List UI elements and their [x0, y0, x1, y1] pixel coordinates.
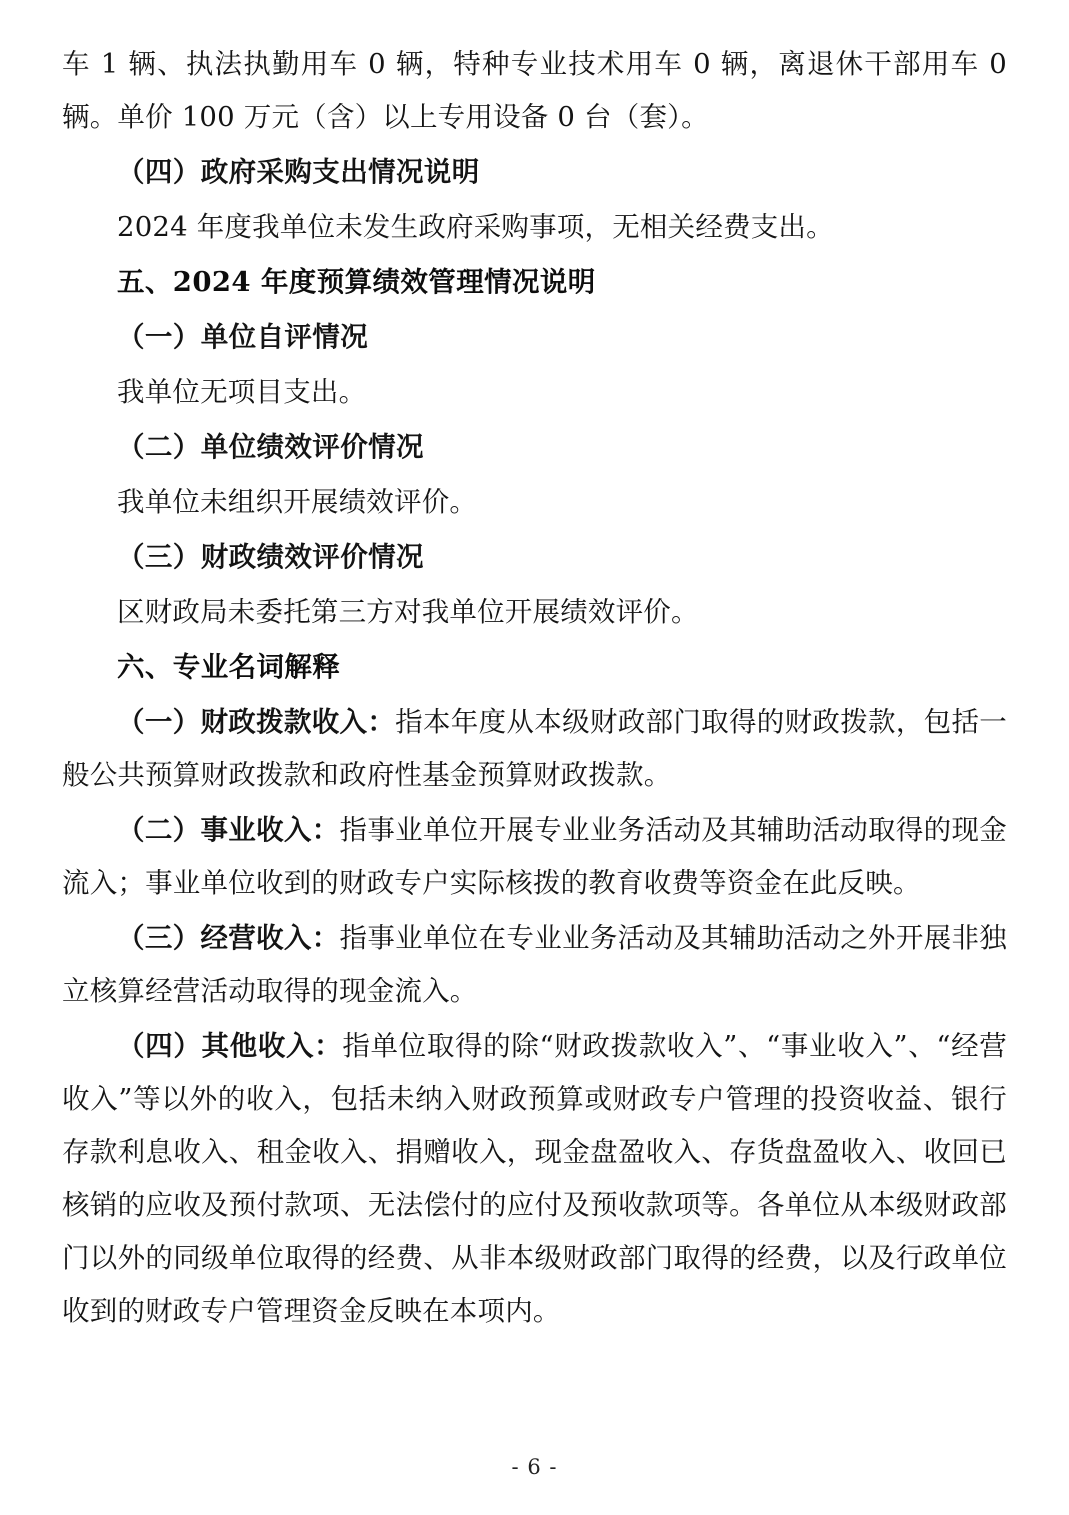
paragraph-continued-vehicles: 车 1 辆、执法执勤用车 0 辆，特种专业技术用车 0 辆，离退休干部用车 0 辆。单价 100 万元（含）以上专用设备 0 台（套）。 — [62, 48, 1007, 133]
term-text-operating-institution-income: 指事业单位开展专业业务活动及其辅助活动取得的现金流入；事业单位收到的财政专户实际核拨的教育收费等资金在此反映。 — [62, 814, 1007, 899]
page-number: - 6 - — [511, 1455, 558, 1479]
subheading-unit-performance-evaluation-text: （二）单位绩效评价情况 — [117, 431, 424, 463]
heading-section-five: 五、2024 年度预算绩效管理情况说明 — [117, 266, 596, 298]
subheading-fiscal-performance-evaluation-text: （三）财政绩效评价情况 — [117, 541, 424, 573]
paragraph-procurement-none: 2024 年度我单位未发生政府采购事项，无相关经费支出。 — [117, 211, 834, 243]
term-text-fiscal-appropriation-income: 指本年度从本级财政部门取得的财政拨款，包括一般公共预算财政拨款和政府性基金预算财政拨款。 — [62, 706, 1008, 791]
paragraph-no-third-party-evaluation: 区财政局未委托第三方对我单位开展绩效评价。 — [117, 596, 699, 628]
paragraph-no-project-expenditure: 我单位无项目支出。 — [117, 376, 367, 408]
subheading-self-evaluation-text: （一）单位自评情况 — [117, 321, 369, 353]
subheading-procurement-expenditure — [62, 146, 1007, 199]
term-operating-institution-income — [62, 804, 1007, 910]
term-lead-fiscal-appropriation-income: （一）财政拨款收入： — [117, 706, 396, 738]
paragraph-no-performance-evaluation: 我单位未组织开展绩效评价。 — [117, 486, 478, 518]
term-text-other-income: 指单位取得的除“财政拨款收入”、“事业收入”、“经营收入”等以外的收入，包括未纳入财政预算或财政专户管理的投资收益、银行存款利息收入、租金收入、捐赠收入，现金盘盈收入、存货盘盈收入、收回已核销的应收及预付款项、无法偿付的应付及预收款项等。各单位从本级财政部门以外的同级单位取得的经费、从非本级财政部门取得的经费，以及行政单位收到的财政专户管理资金反映在本项内。 — [62, 1030, 1007, 1327]
subheading-unit-performance-evaluation — [62, 421, 1007, 474]
term-other-income — [62, 1020, 1007, 1338]
term-lead-operating-institution-income: （二）事业收入： — [117, 814, 340, 846]
term-fiscal-appropriation-income — [62, 696, 1007, 802]
term-lead-business-income: （三）经营收入： — [117, 922, 340, 954]
term-lead-other-income: （四）其他收入： — [117, 1030, 343, 1062]
heading-section-six: 六、专业名词解释 — [117, 651, 341, 683]
subheading-fiscal-performance-evaluation — [62, 531, 1007, 584]
subheading-self-evaluation — [62, 311, 1007, 364]
term-text-business-income: 指事业单位在专业业务活动及其辅助活动之外开展非独立核算经营活动取得的现金流入。 — [62, 922, 1007, 1007]
subheading-procurement-expenditure-text: （四）政府采购支出情况说明 — [117, 156, 480, 188]
document-body — [62, 38, 1007, 1338]
term-business-income — [62, 912, 1007, 1018]
